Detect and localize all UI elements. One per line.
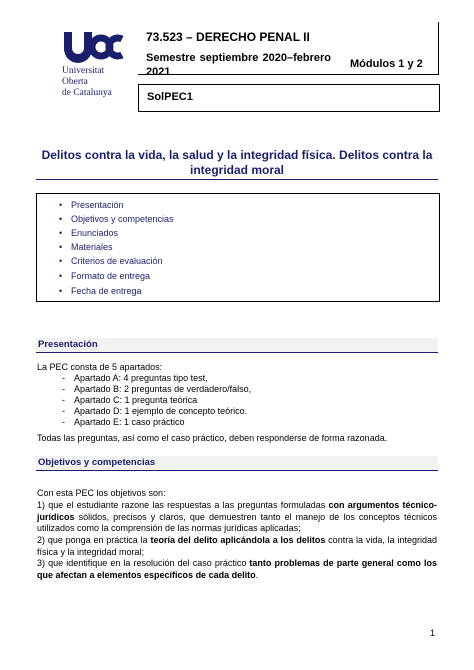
objective-1-rest: sólidos, precisos y claros, que demuestren tanto el manejo de los conceptos técnicos utilizados como la comprensión de las normas jurídicas aplicadas;	[37, 511, 437, 533]
logo-line-1: Universitat	[62, 66, 105, 76]
section-heading-presentacion	[36, 338, 438, 353]
toc-item-label: Fecha de entrega	[71, 286, 142, 296]
section-heading-objetivos	[36, 456, 438, 471]
objective-3-rest: .	[255, 569, 259, 580]
toc-item-label: Presentación	[71, 200, 124, 210]
list-dash: -	[62, 373, 65, 383]
semester-line-2: 2021	[146, 66, 171, 78]
presentacion-closing: Todas las preguntas, así como el caso práctico, deben responderse de forma razonada.	[37, 433, 388, 443]
objective-2	[37, 535, 437, 558]
objective-3	[37, 558, 437, 581]
document-id-box	[138, 84, 440, 112]
bullet-icon: •	[59, 256, 63, 266]
objective-1	[37, 500, 437, 535]
presentacion-intro: La PEC consta de 5 apartados:	[37, 362, 163, 372]
toc-item-label: Formato de entrega	[71, 271, 151, 281]
list-dash: -	[62, 395, 65, 405]
objective-2-emphasis: teoría del delito aplicándola a los delitos	[150, 535, 326, 545]
uoc-logo-mark	[62, 30, 124, 64]
list-item: Apartado E: 1 caso práctico	[74, 417, 185, 427]
objective-2-text: 2) que ponga en práctica la	[37, 535, 151, 545]
modules-label: Módulos 1 y 2	[350, 58, 423, 70]
objective-3-emphasis: tanto problemas de parte general como los que afectan a elementos específicos de cada delito	[37, 558, 437, 580]
toc-item-label: Criterios de evaluación	[71, 256, 163, 266]
uoc-logo	[62, 30, 122, 100]
bullet-icon: •	[59, 200, 63, 210]
list-dash: -	[62, 384, 65, 394]
section-heading-label: Presentación	[38, 339, 98, 350]
bullet-icon: •	[59, 271, 63, 281]
objective-1-text: 1) que el estudiante razone las respuestas a las preguntas formuladas	[37, 500, 329, 510]
course-title: 73.523 – DERECHO PENAL II	[146, 30, 310, 44]
document-id: SolPEC1	[147, 91, 193, 103]
objective-2-rest: contra la vida, la integridad física y la integridad moral;	[37, 535, 437, 557]
logo-line-2: Oberta	[62, 77, 88, 87]
bullet-icon: •	[59, 228, 63, 238]
logo-line-3: de Catalunya	[62, 88, 112, 98]
list-dash: -	[62, 417, 65, 427]
section-heading-label: Objetivos y competencias	[38, 457, 156, 468]
list-item: Apartado A: 4 preguntas tipo test,	[74, 373, 208, 383]
bullet-icon: •	[59, 214, 63, 224]
page-number: 1	[430, 628, 436, 638]
toc-item-label: Objetivos y competencias	[71, 214, 174, 224]
list-item: Apartado C: 1 pregunta teórica	[74, 395, 198, 405]
list-item: Apartado D: 1 ejemplo de concepto teórico.	[74, 406, 248, 416]
objective-1-emphasis: con argumentos técnico-jurídicos	[37, 500, 438, 522]
bullet-icon: •	[59, 242, 63, 252]
document-title: Delitos contra la vida, la salud y la integridad física. Delitos contra la integridad moral	[36, 148, 438, 180]
objetivos-intro: Con esta PEC los objetivos son:	[37, 488, 166, 498]
list-dash: -	[62, 406, 65, 416]
semester-line-1: Semestre septiembre 2020–febrero	[146, 52, 331, 64]
list-item: Apartado B: 2 preguntas de verdadero/falso,	[74, 384, 252, 394]
table-of-contents	[36, 193, 440, 302]
bullet-icon: •	[59, 286, 63, 296]
toc-item-label: Materiales	[71, 242, 113, 252]
toc-item-label: Enunciados	[71, 228, 119, 238]
objective-3-text: 3) que identifique en la resolución del caso práctico	[37, 558, 250, 568]
course-header	[138, 22, 439, 78]
